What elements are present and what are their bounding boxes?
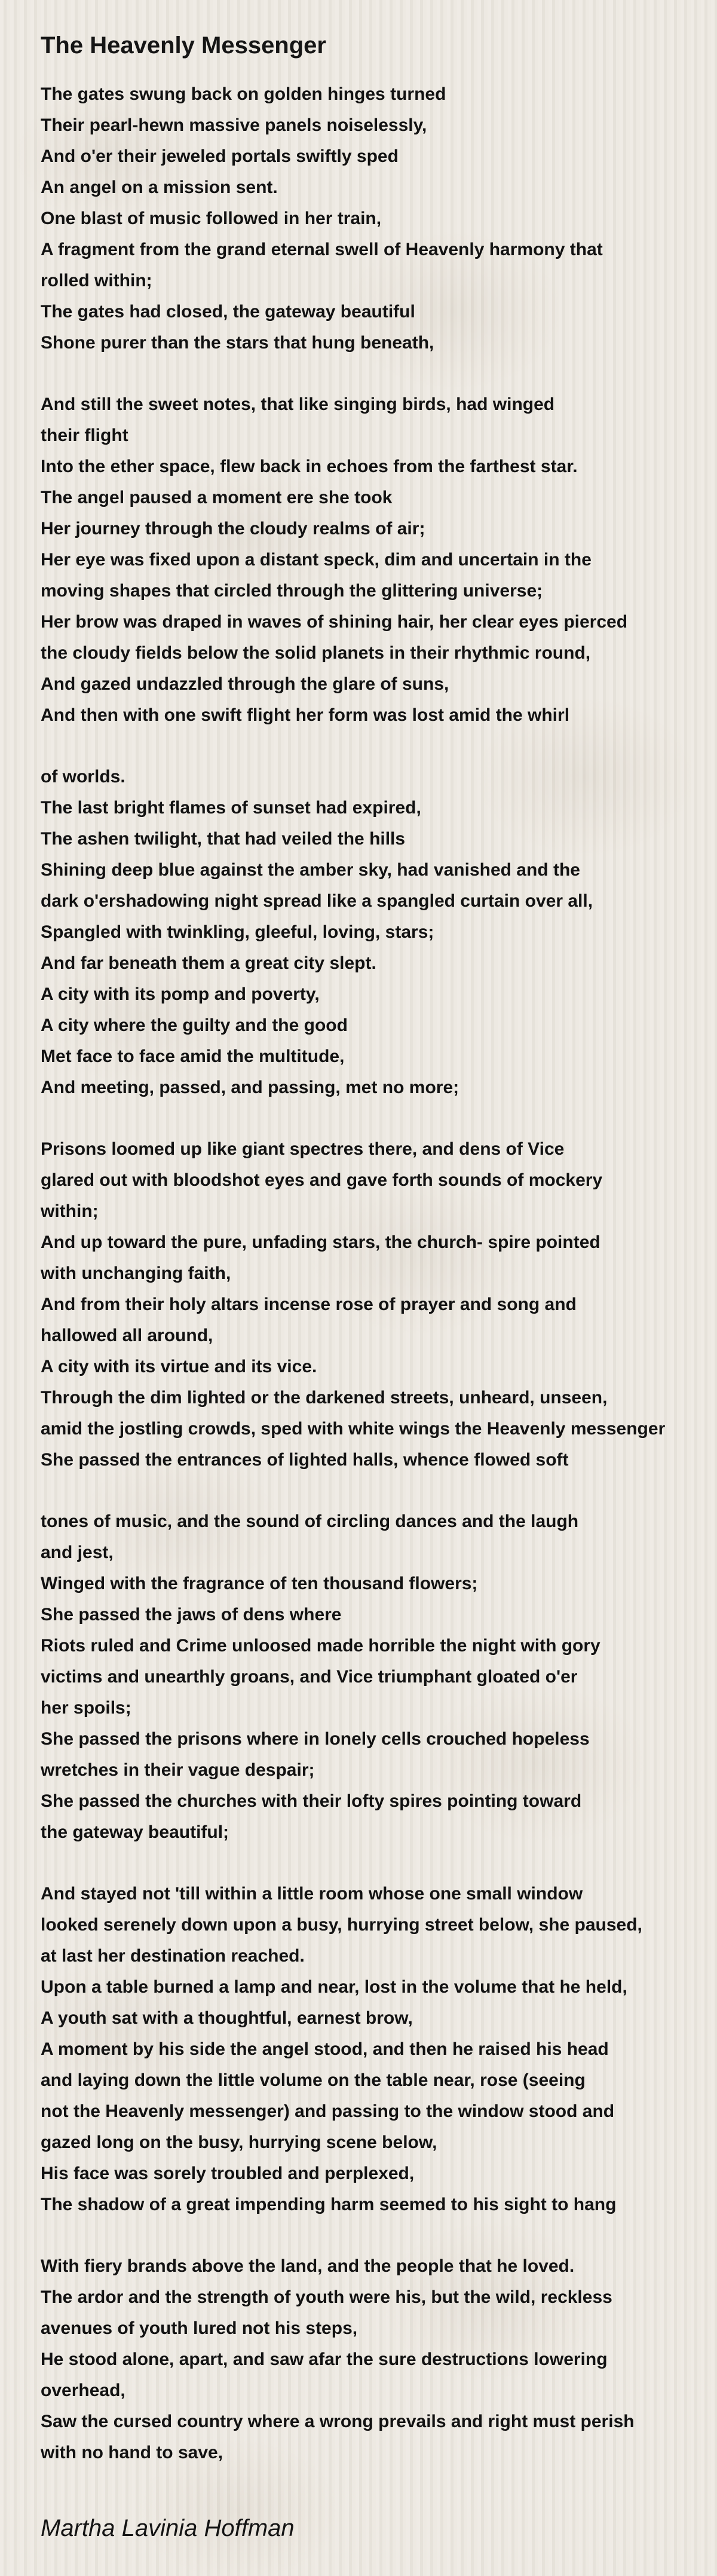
poem-line: Winged with the fragrance of ten thousand flowers; [41,1574,478,1593]
poem-line: Her brow was draped in waves of shining hair, her clear eyes pierced [41,612,628,632]
poem-body [41,79,710,2468]
poem-line: the cloudy fields below the solid planets in their rhythmic round, [41,643,591,663]
poem-line: the gateway beautiful; [41,1822,229,1842]
poem-line: And stayed not 'till within a little room whose one small window [41,1884,583,1904]
poem-line: wretches in their vague despair; [41,1760,315,1780]
poem-line: His face was sorely troubled and perplexed, [41,2164,415,2183]
stanza [41,79,710,359]
poem-line: The ashen twilight, that had veiled the hills [41,829,406,849]
poem-line: He stood alone, apart, and saw afar the sure destructions lowering [41,2349,608,2369]
poem-line: The gates swung back on golden hinges turned [41,84,446,104]
poem-line: A city with its virtue and its vice. [41,1357,317,1376]
poem-line: And gazed undazzled through the glare of suns, [41,674,449,694]
poem-line: A city where the guilty and the good [41,1015,348,1035]
poem-line: She passed the prisons where in lonely cells crouched hopeless [41,1729,590,1749]
poem-line: moving shapes that circled through the glittering universe; [41,581,543,601]
poem-line: The shadow of a great impending harm seemed to his sight to hang [41,2195,617,2214]
poem-line: The ardor and the strength of youth were his, but the wild, reckless [41,2287,612,2307]
poem-line: Shone purer than the stars that hung beneath, [41,333,434,353]
poem-container [41,26,710,2499]
poem-line: gazed long on the busy, hurrying scene below, [41,2133,437,2152]
poem-line: Her journey through the cloudy realms of air; [41,519,425,539]
poem-line: She passed the jaws of dens where [41,1605,342,1624]
poem-line: Upon a table burned a lamp and near, lost in the volume that he held, [41,1977,627,1997]
poem-line: One blast of music followed in her train, [41,209,382,228]
stanza [41,1506,710,1848]
poem-title: The Heavenly Messenger [41,32,326,59]
poem-line: A city with its pomp and poverty, [41,984,320,1004]
poem-line: She passed the entrances of lighted halls, whence flowed soft [41,1450,569,1470]
stanza [41,389,710,731]
poem-line: within; [41,1201,99,1221]
poem-line: And from their holy altars incense rose of prayer and song and [41,1295,577,1314]
poem-line: rolled within; [41,271,152,290]
poem-line: looked serenely down upon a busy, hurrying street below, she paused, [41,1915,642,1935]
poem-line: dark o'ershadowing night spread like a spangled curtain over all, [41,891,593,911]
poem-line: And far beneath them a great city slept. [41,953,376,973]
stanza [41,761,710,1103]
poem-line: and laying down the little volume on the table near, rose (seeing [41,2070,586,2090]
stanza [41,1879,710,2220]
poem-line: Prisons loomed up like giant spectres there, and dens of Vice [41,1139,565,1159]
poem-line: The gates had closed, the gateway beautiful [41,302,415,322]
poem-line: Her eye was fixed upon a distant speck, dim and uncertain in the [41,550,592,570]
poem-line: A fragment from the grand eternal swell of Heavenly harmony that [41,240,603,259]
poem-line: their flight [41,426,128,445]
poem-line: And meeting, passed, and passing, met no more; [41,1078,459,1097]
poem-line: With fiery brands above the land, and the people that he loved. [41,2256,575,2276]
poem-line: And then with one swift flight her form was lost amid the whirl [41,705,570,725]
poem-line: And up toward the pure, unfading stars, the church- spire pointed [41,1232,600,1252]
poem-line: Spangled with twinkling, gleeful, loving, stars; [41,922,434,942]
author-name[interactable]: Martha Lavinia Hoffman [41,2515,295,2541]
poem-line: She passed the churches with their lofty spires pointing toward [41,1791,582,1811]
poem-line: at last her destination reached. [41,1946,305,1966]
poem-line: Met face to face amid the multitude, [41,1047,345,1066]
poem-line: A moment by his side the angel stood, and then he raised his head [41,2039,609,2059]
poem-line: and jest, [41,1543,114,1562]
stanza [41,2251,710,2468]
poem-line: with no hand to save, [41,2443,223,2462]
poem-line: with unchanging faith, [41,1263,231,1283]
poem-line: Saw the cursed country where a wrong prevails and right must perish [41,2412,635,2431]
poem-line: And o'er their jeweled portals swiftly sped [41,146,399,166]
poem-line: The last bright flames of sunset had expired, [41,798,421,818]
poem-line: amid the jostling crowds, sped with white wings the Heavenly messenger [41,1419,666,1439]
poem-line: Through the dim lighted or the darkened streets, unheard, unseen, [41,1388,608,1408]
poem-line: victims and unearthly groans, and Vice triumphant gloated o'er [41,1667,578,1687]
poem-line: And still the sweet notes, that like singing birds, had winged [41,394,555,414]
poem-line: Into the ether space, flew back in echoes from the farthest star. [41,457,578,476]
poem-line: glared out with bloodshot eyes and gave forth sounds of mockery [41,1170,603,1190]
poem-line: The angel paused a moment ere she took [41,488,393,507]
poem-line: overhead, [41,2381,125,2400]
poem-line: hallowed all around, [41,1326,213,1345]
poem-line: not the Heavenly messenger) and passing to the window stood and [41,2101,615,2121]
poem-line: An angel on a mission sent. [41,178,278,197]
poem-line: avenues of youth lured not his steps, [41,2318,358,2338]
poem-line: Riots ruled and Crime unloosed made horrible the night with gory [41,1636,600,1656]
poem-line: her spoils; [41,1698,131,1718]
poem-line: of worlds. [41,767,125,787]
stanza [41,1134,710,1476]
poem-line: Shining deep blue against the amber sky, had vanished and the [41,860,580,880]
poem-line: A youth sat with a thoughtful, earnest brow, [41,2008,413,2028]
poem-line: tones of music, and the sound of circling dances and the laugh [41,1512,579,1531]
poem-line: Their pearl-hewn massive panels noiselessly, [41,115,427,135]
